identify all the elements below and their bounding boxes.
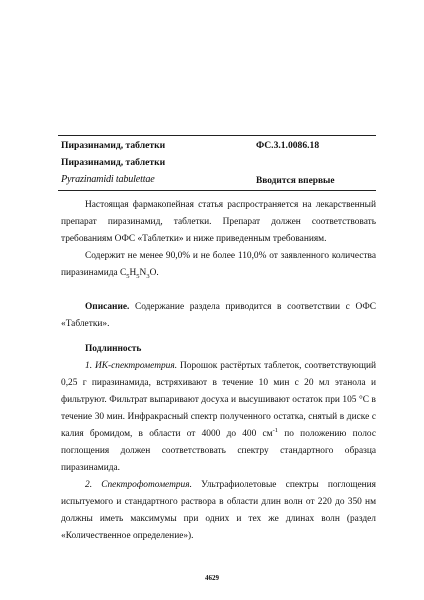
ir-text-b: по положению полос поглощения должен соответствовать спектру стандартного образца пиразинамида.: [61, 429, 376, 473]
intro-paragraph: Настоящая фармакопейная статья распространяется на лекарственный препарат пиразинамид, таблетки. Препарат должен соответствовать требованиям ОФС «Таблетки» и ниже приведенным требованиям.: [61, 200, 376, 244]
description-label: Описание.: [85, 302, 130, 312]
formula-o: O.: [149, 268, 159, 278]
formula-sub-h: 5: [136, 272, 140, 280]
title-ru-2: Пиразинамид, таблетки: [61, 157, 166, 168]
description-paragraph: [61, 299, 376, 333]
title-latin: Pyrazinamidi tabulettae: [61, 174, 155, 185]
ir-text-a: Порошок растёртых таблеток, соответствующий 0,25 г пиразинамида, встряхивают в течение 10 мин с 20 мл этанола и фильтруют. Фильтрат выпаривают досуха и высушивают остаток при 105 °С в течение 30 мин. Инфракрасный спектр полученного остатка, снятый в диске с калия бромидом, в области от 4000 до 400 см: [61, 361, 376, 439]
monograph-code: ФС.3.1.0086.18: [256, 140, 320, 151]
ir-label: 1. ИК-спектрометрия.: [85, 361, 178, 371]
formula-h: H: [129, 268, 137, 278]
uv-paragraph: [61, 477, 376, 545]
header-bottom-rule: [58, 190, 376, 191]
description-text: Содержание раздела приводится в соответствии с ОФС «Таблетки».: [61, 302, 376, 329]
status-note: Вводится впервые: [256, 176, 335, 186]
authenticity-heading: Подлинность: [85, 344, 142, 354]
formula-sub-c: 5: [126, 272, 130, 280]
uv-text: Ультрафиолетовые спектры поглощения испытуемого и стандартного раствора в области длин волн от 220 до 350 нм должны иметь максимумы при одних и тех же длинах волн (раздел «Количественное определение»).: [61, 480, 376, 541]
uv-label: 2. Спектрофотометрия.: [85, 480, 192, 490]
header-top-rule: [58, 135, 376, 136]
ir-superscript: -1: [272, 426, 279, 434]
formula-n: N: [139, 268, 147, 278]
title-ru-1: Пиразинамид, таблетки: [61, 140, 166, 151]
page-number: 4629: [205, 574, 219, 582]
formula-sub-n: 3: [146, 272, 150, 280]
content-paragraph: [61, 248, 376, 282]
content-text: Содержит не менее 90,0% и не более 110,0% от заявленного количества пиразинамида C: [61, 251, 376, 278]
ir-paragraph: [61, 358, 376, 477]
